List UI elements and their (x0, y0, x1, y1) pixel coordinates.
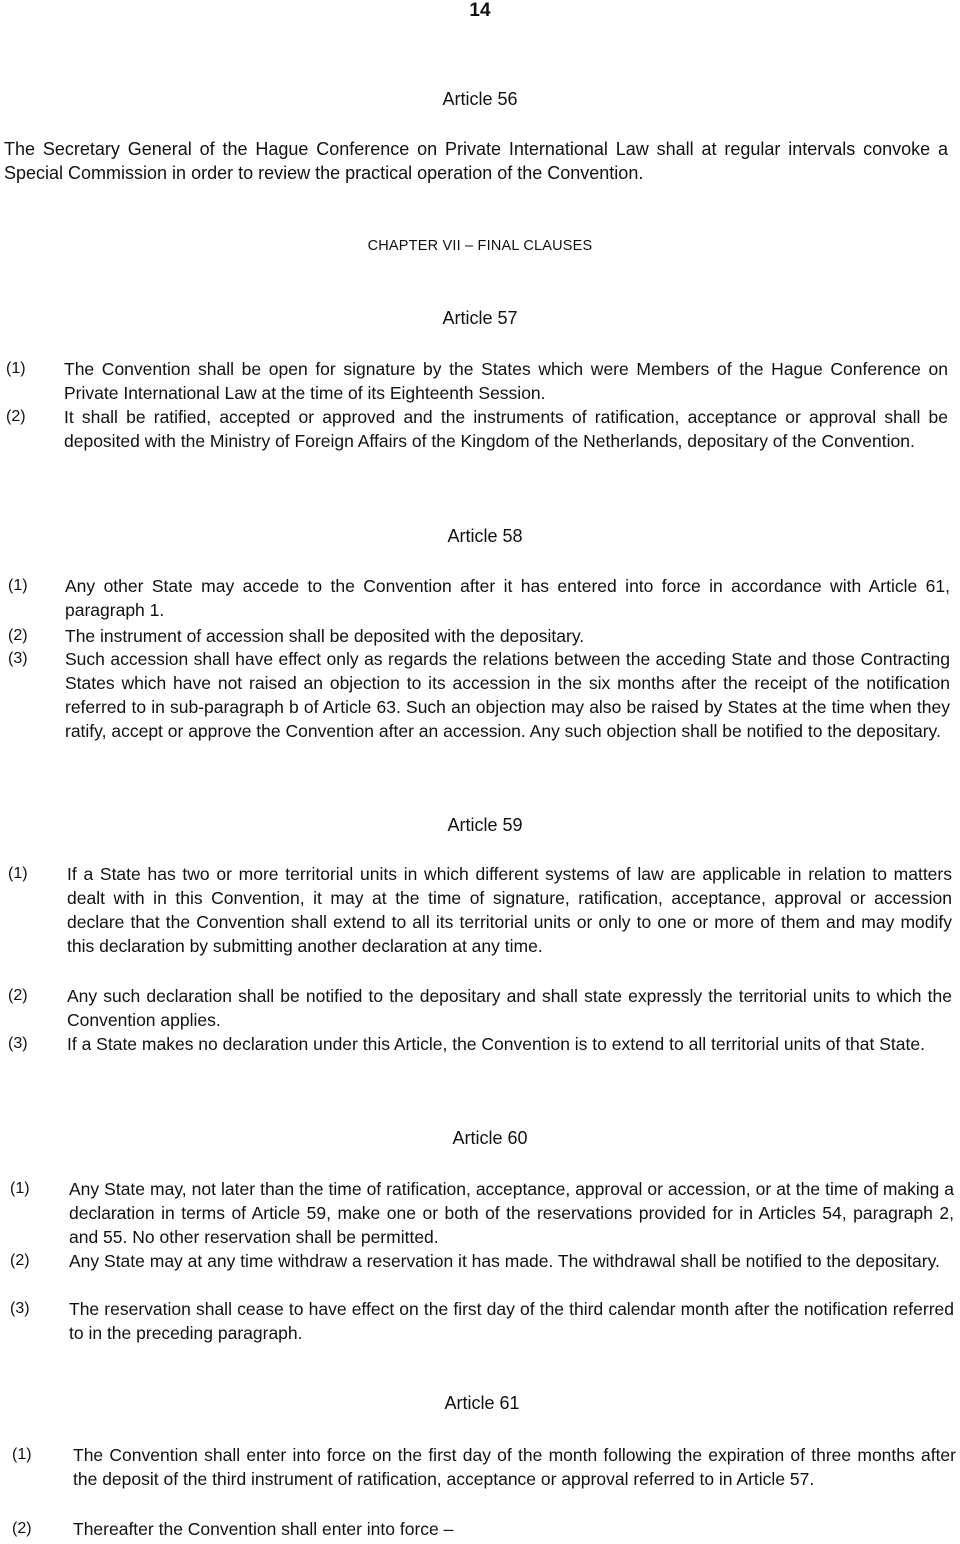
item-number: (2) (6, 408, 26, 425)
item-text: If a State makes no declaration under this Article, the Convention is to extend to all territorial units of that State. (67, 1034, 925, 1054)
item-text: Such accession shall have effect only as regards the relations between the acceding State and those Contracting States which have not raised an objection to its accession in the six months after the receipt of the notification referred to in sub-paragraph b of Article 63. Such an objection may also be raised by States at the time when they ratify, accept or approve the Convention after an accession. Any such objection shall be notified to the depositary. (65, 649, 950, 741)
article-58-heading: Article 58 (447, 526, 523, 546)
item-number: (1) (8, 865, 28, 882)
article-61-heading: Article 61 (444, 1393, 520, 1413)
item-text: Any such declaration shall be notified to the depositary and shall state expressly the territorial units to which the Convention applies. (67, 986, 952, 1030)
item-number: (2) (8, 627, 28, 644)
item-text: The Convention shall enter into force on the first day of the month following the expiration of three months after the deposit of the third instrument of ratification, acceptance or approval referred to in Article 57. (73, 1445, 956, 1489)
item-number: (1) (8, 577, 28, 594)
item-text: Any other State may accede to the Convention after it has entered into force in accordance with Article 61, paragraph 1. (65, 576, 950, 620)
item-number: (3) (8, 650, 28, 667)
item-text: Thereafter the Convention shall enter into force – (73, 1519, 454, 1539)
item-number: (1) (10, 1180, 30, 1197)
chapter-title: CHAPTER VII – FINAL CLAUSES (367, 238, 593, 254)
item-text: Any State may at any time withdraw a reservation it has made. The withdrawal shall be notified to the depositary. (69, 1251, 940, 1271)
page-number: 14 (469, 0, 491, 21)
item-number: (2) (8, 987, 28, 1004)
article-57-heading: Article 57 (442, 308, 518, 328)
article-56-heading: Article 56 (442, 89, 518, 109)
item-text: Any State may, not later than the time of ratification, acceptance, approval or accession, or at the time of making a declaration in terms of Article 59, make one or both of the reservations provided for in Articles 54, paragraph 2, and 55. No other reservation shall be permitted. (69, 1179, 954, 1247)
item-number: (1) (12, 1446, 32, 1463)
item-text: The Convention shall be open for signature by the States which were Members of the Hague Conference on Private International Law at the time of its Eighteenth Session. (64, 359, 948, 403)
article-59-heading: Article 59 (447, 815, 523, 835)
item-text: It shall be ratified, accepted or approved and the instruments of ratification, acceptance or approval shall be deposited with the Ministry of Foreign Affairs of the Kingdom of the Netherlands, depositary of the Convention. (64, 407, 948, 451)
item-text: The instrument of accession shall be deposited with the depositary. (65, 626, 585, 646)
article-60-heading: Article 60 (452, 1128, 528, 1148)
item-number: (1) (6, 360, 26, 377)
item-number: (3) (10, 1300, 30, 1317)
item-text: If a State has two or more territorial units in which different systems of law are applicable in relation to matters dealt with in this Convention, it may at the time of signature, ratification, acceptance, approval or accession declare that the Convention shall extend to all its territorial units or only to one or more of them and may modify this declaration by submitting another declaration at any time. (67, 864, 952, 956)
item-text: The reservation shall cease to have effect on the first day of the third calendar month after the notification referred to in the preceding paragraph. (69, 1299, 954, 1343)
item-number: (2) (12, 1520, 32, 1537)
article-56-text: The Secretary General of the Hague Conference on Private International Law shall at regular intervals convoke a Special Commission in order to review the practical operation of the Convention. (4, 139, 948, 183)
item-number: (3) (8, 1035, 28, 1052)
item-number: (2) (10, 1252, 30, 1269)
